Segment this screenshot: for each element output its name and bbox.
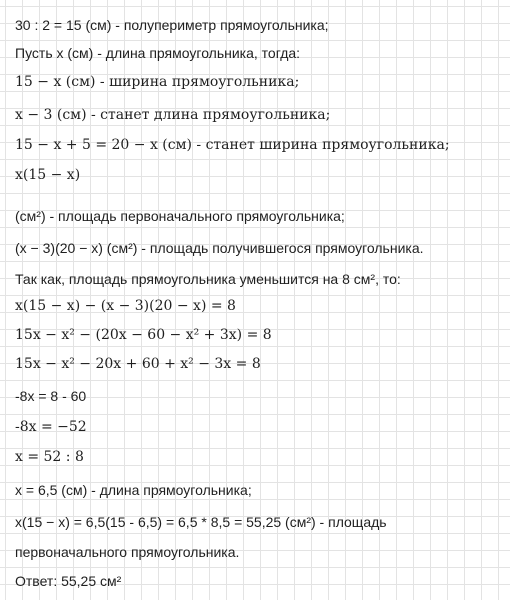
solution-line-1: 30 : 2 = 15 (см) - полупериметр прямоугольника; bbox=[15, 17, 329, 33]
answer-line: Ответ: 55,25 см² bbox=[15, 573, 122, 589]
solution-line-11: 15x − x² − (20x − 60 − x² + 3x) = 8 bbox=[15, 327, 272, 343]
solution-line-4: x − 3 (см) - станет длина прямоугольника; bbox=[15, 107, 331, 123]
solution-line-13: -8x = 8 - 60 bbox=[15, 388, 87, 404]
solution-line-15: x = 52 : 8 bbox=[15, 449, 84, 465]
solution-line-10: x(15 − x) − (x − 3)(20 − x) = 8 bbox=[15, 298, 236, 314]
solution-line-14: -8x = −52 bbox=[15, 419, 87, 435]
solution-line-6: x(15 − x) bbox=[15, 167, 81, 183]
solution-line-8: (x − 3)(20 − x) (см²) - площадь получившегося прямоугольника. bbox=[15, 240, 424, 256]
solution-line-3: 15 − x (см) - ширина прямоугольника; bbox=[15, 74, 300, 90]
solution-line-17: x(15 − x) = 6,5(15 - 6,5) = 6,5 * 8,5 = 55,25 (см²) - площадь bbox=[15, 514, 387, 530]
solution-line-7: (см²) - площадь первоначального прямоугольника; bbox=[15, 208, 345, 224]
solution-line-9: Так как, площадь прямоугольника уменьшится на 8 см², то: bbox=[15, 271, 401, 287]
solution-line-5: 15 − x + 5 = 20 − x (см) - станет ширина прямоугольника; bbox=[15, 137, 450, 153]
solution-line-16: x = 6,5 (см) - длина прямоугольника; bbox=[15, 482, 252, 498]
solution-line-12: 15x − x² − 20x + 60 + x² − 3x = 8 bbox=[15, 356, 261, 372]
solution-line-2: Пусть x (см) - длина прямоугольника, тогда: bbox=[15, 45, 301, 61]
solution-line-18: первоначального прямоугольника. bbox=[15, 544, 240, 560]
